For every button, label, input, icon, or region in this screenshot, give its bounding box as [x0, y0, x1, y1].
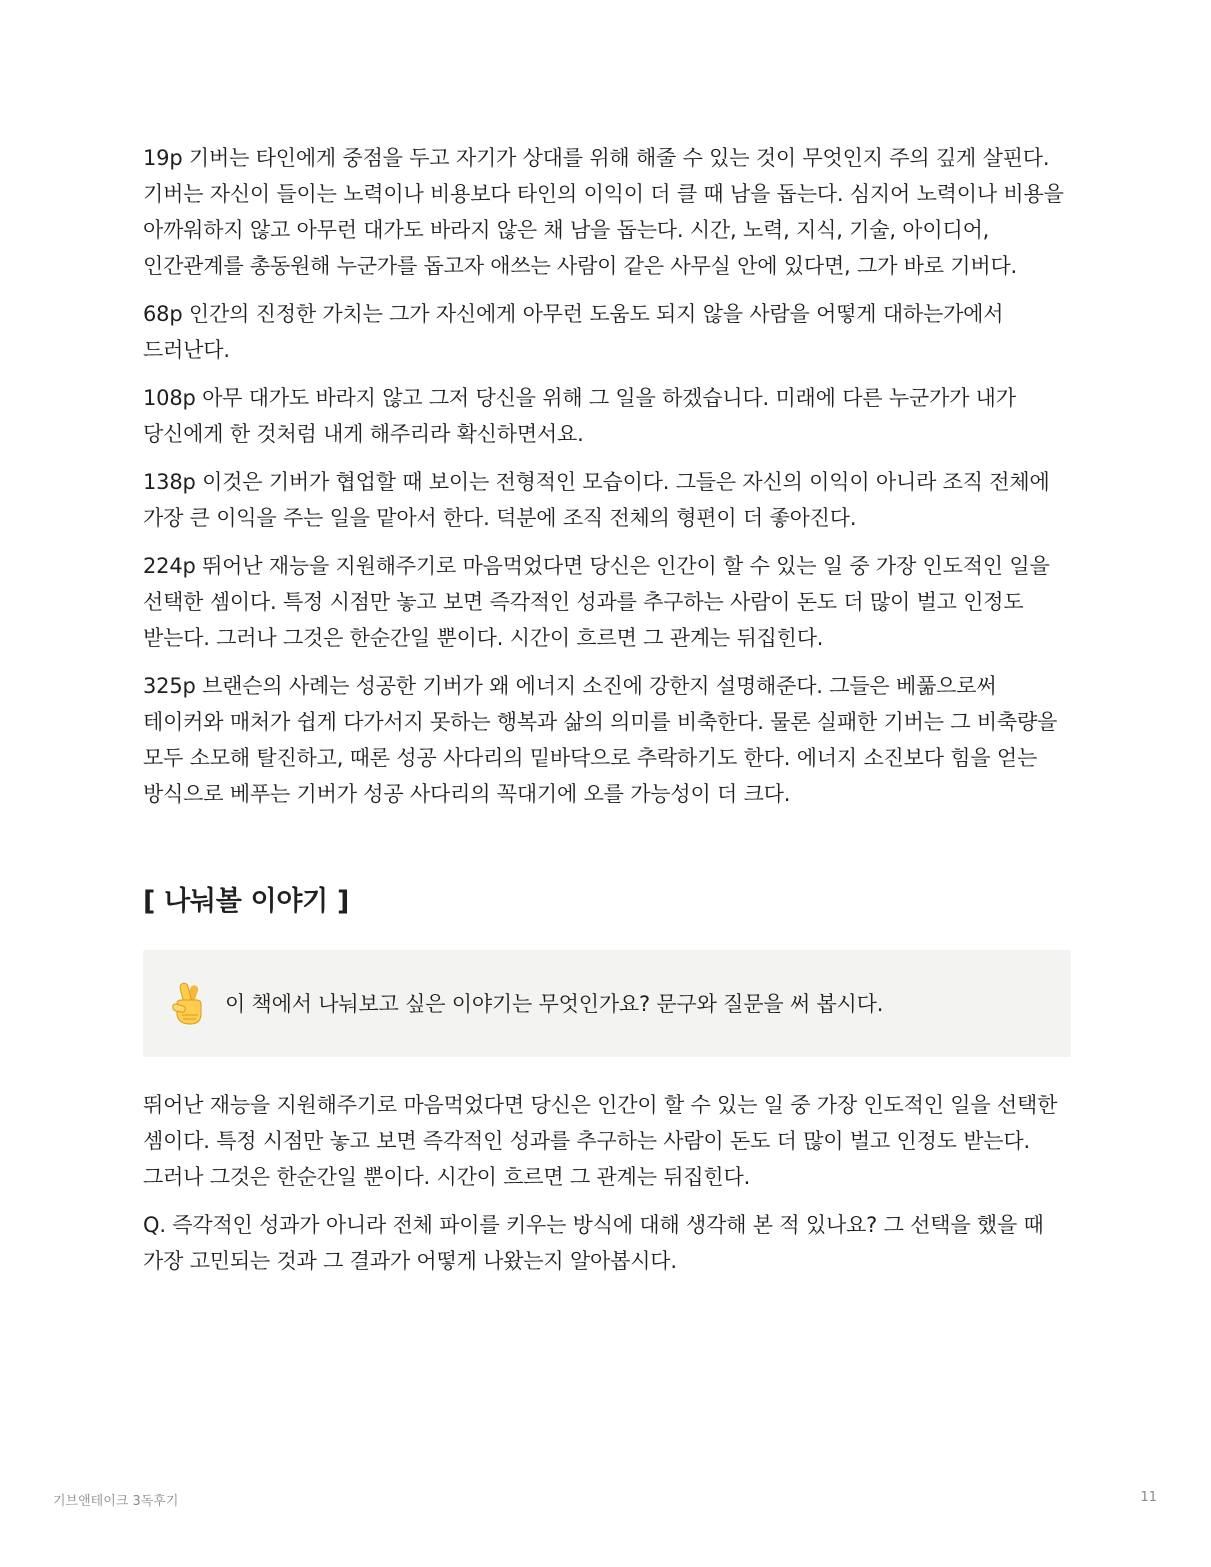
quote-paragraph: 325p 브랜슨의 사례는 성공한 기버가 왜 에너지 소진에 강한지 설명해준다. 그들은 베풂으로써 테이커와 매처가 쉽게 다가서지 못하는 행복과 삶의 의미를 비축한다. 물론 실패한 기버는 그 비축량을 모두 소모해 탈진하고, 때론 성공 사다리의 밑바닥으로 추락하기도 한다. 에너지 소진보다 힘을 얻는 방식으로 베푸는 기버가 성공 사다리의 꼭대기에 오를 가능성이 더 크다.: [143, 674, 1058, 806]
callout-box: [143, 950, 1071, 1057]
quote-paragraph: 19p 기버는 타인에게 중점을 두고 자기가 상대를 위해 해줄 수 있는 것이 무엇인지 주의 깊게 살핀다. 기버는 자신이 들이는 노력이나 비용보다 타인의 이익이 더 클 때 남을 돕는다. 심지어 노력이나 비용을 아까워하지 않고 아무런 대가도 바라지 않은 채 남을 돕는다. 시간, 노력, 지식, 기술, 아이디어, 인간관계를 총동원해 누군가를 돕고자 애쓰는 사람이 같은 사무실 안에 있다면, 그가 바로 기버다.: [143, 146, 1064, 278]
callout-prompt: 이 책에서 나눠보고 싶은 이야기는 무엇인가요? 문구와 질문을 써 봅시다.: [225, 991, 884, 1016]
section-heading: [ 나눠볼 이야기 ]: [143, 886, 350, 917]
quote-paragraph: 224p 뛰어난 재능을 지원해주기로 마음먹었다면 당신은 인간이 할 수 있는 일 중 가장 인도적인 일을 선택한 셈이다. 특정 시점만 놓고 보면 즉각적인 성과를 추구하는 사람이 돈도 더 많이 벌고 인정도 받는다. 그러나 그것은 한순간일 뿐이다. 시간이 흐르면 그 관계는 뒤집힌다.: [143, 554, 1050, 650]
question-paragraph: Q. 즉각적인 성과가 아니라 전체 파이를 키우는 방식에 대해 생각해 본 적 있나요? 그 선택을 했을 때 가장 고민되는 것과 그 결과가 어떻게 나왔는지 알아봅시다.: [143, 1213, 1044, 1273]
answer-paragraph: 뛰어난 재능을 지원해주기로 마음먹었다면 당신은 인간이 할 수 있는 일 중 가장 인도적인 일을 선택한 셈이다. 특정 시점만 놓고 보면 즉각적인 성과를 추구하는 사람이 돈도 더 많이 벌고 인정도 받는다. 그러나 그것은 한순간일 뿐이다. 시간이 흐르면 그 관계는 뒤집힌다.: [143, 1093, 1058, 1189]
quote-paragraph: 138p 이것은 기버가 협업할 때 보이는 전형적인 모습이다. 그들은 자신의 이익이 아니라 조직 전체에 가장 큰 이익을 주는 일을 맡아서 한다. 덕분에 조직 전체의 형편이 더 좋아진다.: [143, 470, 1050, 530]
quote-paragraph: 68p 인간의 진정한 가치는 그가 자신에게 아무런 도움도 되지 않을 사람을 어떻게 대하는가에서 드러난다.: [143, 302, 1004, 362]
footer-doc-title: 기브앤테이크 3독후기: [53, 1494, 179, 1509]
quote-paragraph: 108p 아무 대가도 바라지 않고 그저 당신을 위해 그 일을 하겠습니다. 미래에 다른 누군가가 내가 당신에게 한 것처럼 내게 해주리라 확신하면서요.: [143, 386, 1016, 446]
crossed-fingers-icon: [169, 982, 207, 1026]
page-content: [143, 140, 1071, 1291]
footer-page-number: 11: [1140, 1490, 1157, 1505]
